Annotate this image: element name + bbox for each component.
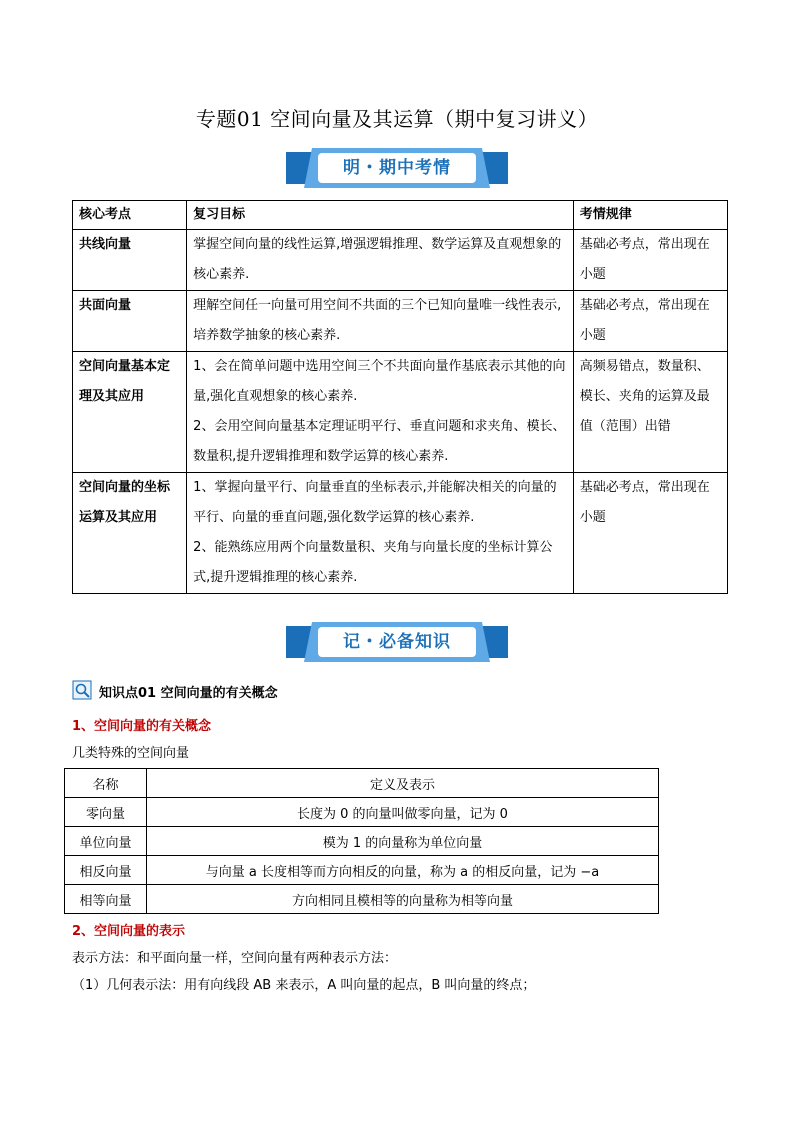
banner-label: 明・期中考情 [343, 158, 451, 178]
goal-cell: 1、掌握向量平行、向量垂直的坐标表示,并能解决相关的向量的平行、向量的垂直问题,强化数学运算的核心素养. 2、能熟练应用两个向量数量积、夹角与向量长度的坐标计算公式,提升逻辑推理的核心素养. [187, 473, 574, 594]
section-banner-knowledge [286, 622, 508, 662]
topic-cell: 共线向量 [73, 230, 187, 291]
topic-cell: 共面向量 [73, 291, 187, 352]
section-heading: 1、空间向量的有关概念 [72, 719, 212, 734]
table-row [73, 291, 728, 352]
paragraph: 几类特殊的空间向量 [72, 746, 190, 761]
topic-cell: 空间向量的坐标运算及其应用 [73, 473, 187, 594]
paragraph: （1）几何表示法：用有向线段 AB 来表示，A 叫向量的起点，B 叫向量的终点； [72, 978, 536, 993]
pattern-cell: 基础必考点，常出现在小题 [573, 473, 727, 594]
header-cell: 考情规律 [573, 201, 727, 230]
page-title: 专题01 空间向量及其运算（期中复习讲义） [195, 107, 599, 131]
name-cell: 相等向量 [65, 885, 147, 914]
table-row [65, 885, 659, 914]
pattern-cell: 高频易错点，数量积、模长、夹角的运算及最值（范围）出错 [573, 352, 727, 473]
name-cell: 相反向量 [65, 856, 147, 885]
banner-label: 记・必备知识 [343, 632, 451, 652]
pattern-cell: 基础必考点，常出现在小题 [573, 291, 727, 352]
goal-cell: 掌握空间向量的线性运算,增强逻辑推理、数学运算及直观想象的核心素养. [187, 230, 574, 291]
table-row [65, 856, 659, 885]
def-cell: 方向相同且模相等的向量称为相等向量 [147, 885, 659, 914]
header-cell: 名称 [65, 769, 147, 798]
table-header-row [65, 769, 659, 798]
header-cell: 定义及表示 [147, 769, 659, 798]
table-header-row [73, 201, 728, 230]
table-row [73, 473, 728, 594]
table-row [65, 827, 659, 856]
pattern-cell: 基础必考点，常出现在小题 [573, 230, 727, 291]
def-cell: 与向量 a 长度相等而方向相反的向量，称为 a 的相反向量，记为 −a [147, 856, 659, 885]
name-cell: 单位向量 [65, 827, 147, 856]
magnifier-icon [72, 680, 92, 700]
paragraph: 表示方法：和平面向量一样，空间向量有两种表示方法： [72, 951, 398, 966]
goal-cell: 1、会在简单问题中选用空间三个不共面向量作基底表示其他的向量,强化直观想象的核心素养. 2、会用空间向量基本定理证明平行、垂直问题和求夹角、模长、数量积,提升逻辑推理和数学运算的核心素养. [187, 352, 574, 473]
goal-cell: 理解空间任一向量可用空间不共面的三个已知向量唯一线性表示,培养数学抽象的核心素养. [187, 291, 574, 352]
name-cell: 零向量 [65, 798, 147, 827]
header-cell: 复习目标 [187, 201, 574, 230]
section-heading: 2、空间向量的表示 [72, 924, 186, 939]
exam-table [72, 200, 728, 594]
table-row [65, 798, 659, 827]
def-cell: 模为 1 的向量称为单位向量 [147, 827, 659, 856]
vector-table [64, 768, 659, 914]
knowledge-point-title: 知识点01 空间向量的有关概念 [99, 686, 278, 701]
section-banner-exam [286, 148, 508, 188]
table-row [73, 230, 728, 291]
def-cell: 长度为 0 的向量叫做零向量，记为 0 [147, 798, 659, 827]
header-cell: 核心考点 [73, 201, 187, 230]
table-row [73, 352, 728, 473]
topic-cell: 空间向量基本定理及其应用 [73, 352, 187, 473]
